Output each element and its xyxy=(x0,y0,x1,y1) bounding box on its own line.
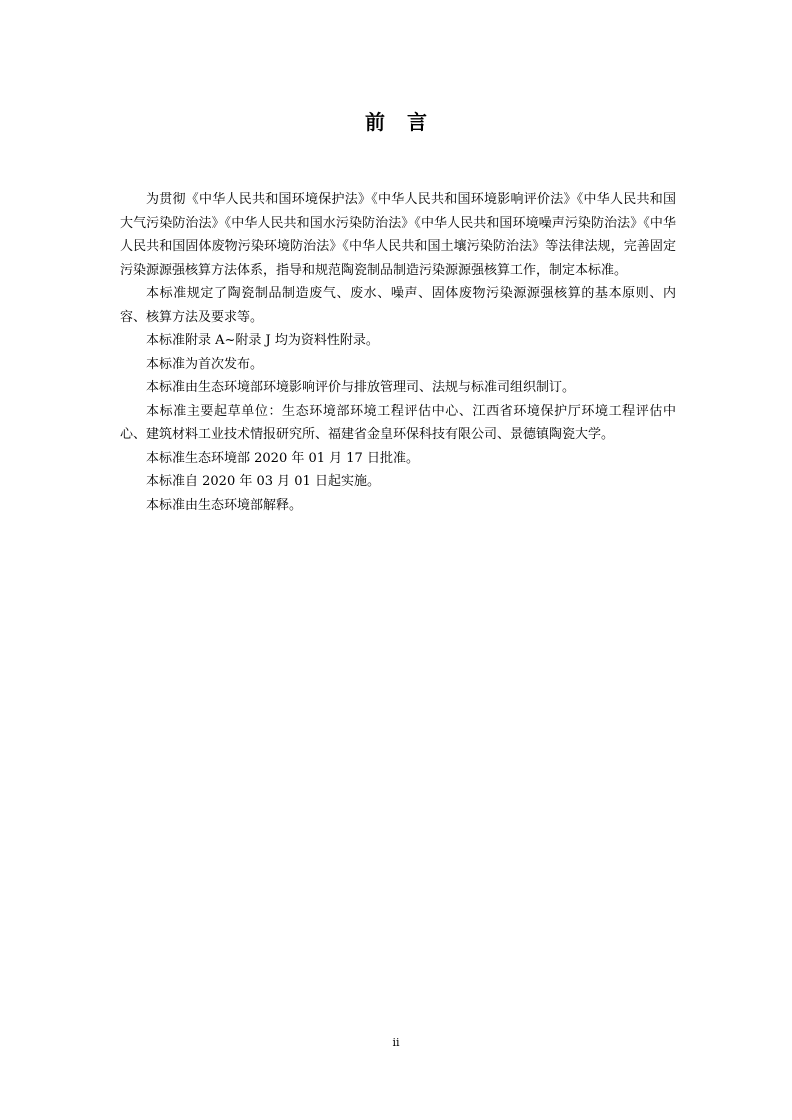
foreword-body xyxy=(120,188,676,517)
title-char-2: 言 xyxy=(407,110,427,134)
paragraph-approval-date: 本标准生态环境部 2020 年 01 月 17 日批准。 xyxy=(146,450,419,466)
page-number: ii xyxy=(392,1036,400,1049)
paragraph-drafting-units: 本标准主要起草单位：生态环境部环境工程评估中心、江西省环境保护厅环境工程评估中心、建筑材料工业技术情报研究所、福建省金皇环保科技有限公司、景德镇陶瓷大学。 xyxy=(120,403,676,442)
paragraph-first-release: 本标准为首次发布。 xyxy=(146,356,264,372)
paragraph-appendix: 本标准附录 A~附录 J 均为资料性附录。 xyxy=(146,333,379,348)
page-title xyxy=(0,106,792,135)
paragraph-purpose: 为贯彻《中华人民共和国环境保护法》《中华人民共和国环境影响评价法》《中华人民共和国大气污染防治法》《中华人民共和国水污染防治法》《中华人民共和国环境噪声污染防治法》《中华人民共和国固体废物污染环境防治法》《中华人民共和国土壤污染防治法》等法律法规，完善固定污染源源强核算方法体系，指导和规范陶瓷制品制造污染源源强核算工作，制定本标准。 xyxy=(120,192,676,278)
paragraph-effective-date: 本标准自 2020 年 03 月 01 日起实施。 xyxy=(146,474,380,489)
paragraph-interpretation: 本标准由生态环境部解释。 xyxy=(146,497,303,513)
title-char-1: 前 xyxy=(365,110,385,134)
paragraph-scope: 本标准规定了陶瓷制品制造废气、废水、噪声、固体废物污染源源强核算的基本原则、内容、核算方法及要求等。 xyxy=(120,286,676,325)
paragraph-organizer: 本标准由生态环境部环境影响评价与排放管理司、法规与标准司组织制订。 xyxy=(146,380,576,395)
